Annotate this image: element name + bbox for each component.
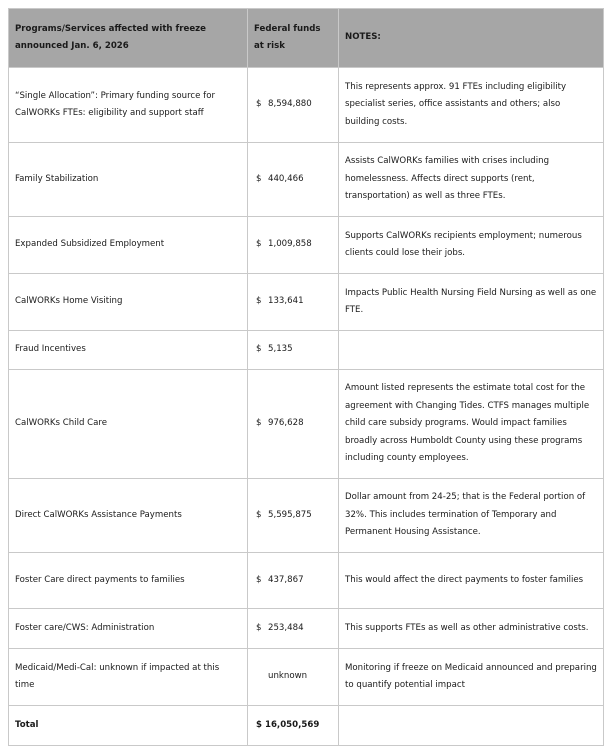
notes-cell: This supports FTEs as well as other administrative costs. [339, 609, 604, 649]
amount-value: 1,009,858 [268, 239, 312, 250]
currency-symbol: $ [256, 344, 262, 355]
header-notes: NOTES: [339, 9, 604, 68]
program-cell: CalWORKs Child Care [9, 370, 248, 479]
currency-symbol: $ [256, 239, 262, 250]
program-cell: Expanded Subsidized Employment [9, 217, 248, 274]
amount-value: 133,641 [268, 296, 304, 307]
total-amount: $ 16,050,569 [248, 706, 339, 746]
amount-value: 5,135 [268, 344, 293, 355]
currency-symbol: $ [256, 622, 262, 633]
amount-value: unknown [268, 671, 308, 682]
amount-cell [248, 143, 339, 217]
notes-cell: Dollar amount from 24-25; that is the Federal portion of 32%. This includes termination of Temporary and Permanent Housing Assistance. [339, 479, 604, 553]
table-row [9, 553, 604, 609]
program-cell: Fraud Incentives [9, 331, 248, 370]
amount-cell [248, 649, 339, 706]
table-row [9, 609, 604, 649]
amount-cell [248, 274, 339, 331]
amount-cell [248, 331, 339, 370]
table-row [9, 331, 604, 370]
table-row [9, 274, 604, 331]
program-cell: Family Stabilization [9, 143, 248, 217]
notes-cell: Monitoring if freeze on Medicaid announced and preparing to quantify potential impact [339, 649, 604, 706]
program-cell: Medicaid/Medi-Cal: unknown if impacted at this time [9, 649, 248, 706]
currency-symbol: $ [256, 99, 262, 110]
amount-cell [248, 609, 339, 649]
table-row [9, 143, 604, 217]
table-row [9, 370, 604, 479]
notes-cell: Assists CalWORKs families with crises including homelessness. Affects direct supports (rent, transportation) as well as three FTEs. [339, 143, 604, 217]
header-program: Programs/Services affected with freeze announced Jan. 6, 2026 [9, 9, 248, 68]
currency-symbol: $ [256, 418, 262, 429]
program-cell: “Single Allocation”: Primary funding source for CalWORKs FTEs: eligibility and support staff [9, 68, 248, 143]
notes-cell: This would affect the direct payments to foster families [339, 553, 604, 609]
notes-cell: Supports CalWORKs recipients employment; numerous clients could lose their jobs. [339, 217, 604, 274]
total-row [9, 706, 604, 746]
program-cell: Direct CalWORKs Assistance Payments [9, 479, 248, 553]
funding-freeze-table [8, 8, 604, 746]
amount-cell [248, 370, 339, 479]
table-row [9, 649, 604, 706]
amount-value: 437,867 [268, 574, 304, 585]
currency-symbol: $ [256, 173, 262, 184]
notes-cell: Impacts Public Health Nursing Field Nursing as well as one FTE. [339, 274, 604, 331]
amount-cell [248, 479, 339, 553]
amount-cell [248, 68, 339, 143]
currency-symbol: $ [256, 296, 262, 307]
table-header-row [9, 9, 604, 68]
table-row [9, 68, 604, 143]
funding-freeze-table-container [8, 8, 603, 746]
amount-value: 440,466 [268, 173, 304, 184]
amount-cell [248, 553, 339, 609]
program-cell: Foster Care direct payments to families [9, 553, 248, 609]
header-funds: Federal funds at risk [248, 9, 339, 68]
table-row [9, 217, 604, 274]
currency-symbol: $ [256, 509, 262, 520]
currency-symbol: $ [256, 574, 262, 585]
table-row [9, 479, 604, 553]
amount-value: 253,484 [268, 622, 304, 633]
total-notes [339, 706, 604, 746]
total-label: Total [9, 706, 248, 746]
notes-cell [339, 331, 604, 370]
notes-cell: This represents approx. 91 FTEs including eligibility specialist series, office assistants and others; also building costs. [339, 68, 604, 143]
amount-value: 976,628 [268, 418, 304, 429]
amount-value: 8,594,880 [268, 99, 312, 110]
amount-cell [248, 217, 339, 274]
notes-cell: Amount listed represents the estimate total cost for the agreement with Changing Tides. CTFS manages multiple child care subsidy programs. Would impact families broadly across Humboldt County using these programs including county employees. [339, 370, 604, 479]
program-cell: Foster care/CWS: Administration [9, 609, 248, 649]
program-cell: CalWORKs Home Visiting [9, 274, 248, 331]
amount-value: 5,595,875 [268, 509, 312, 520]
